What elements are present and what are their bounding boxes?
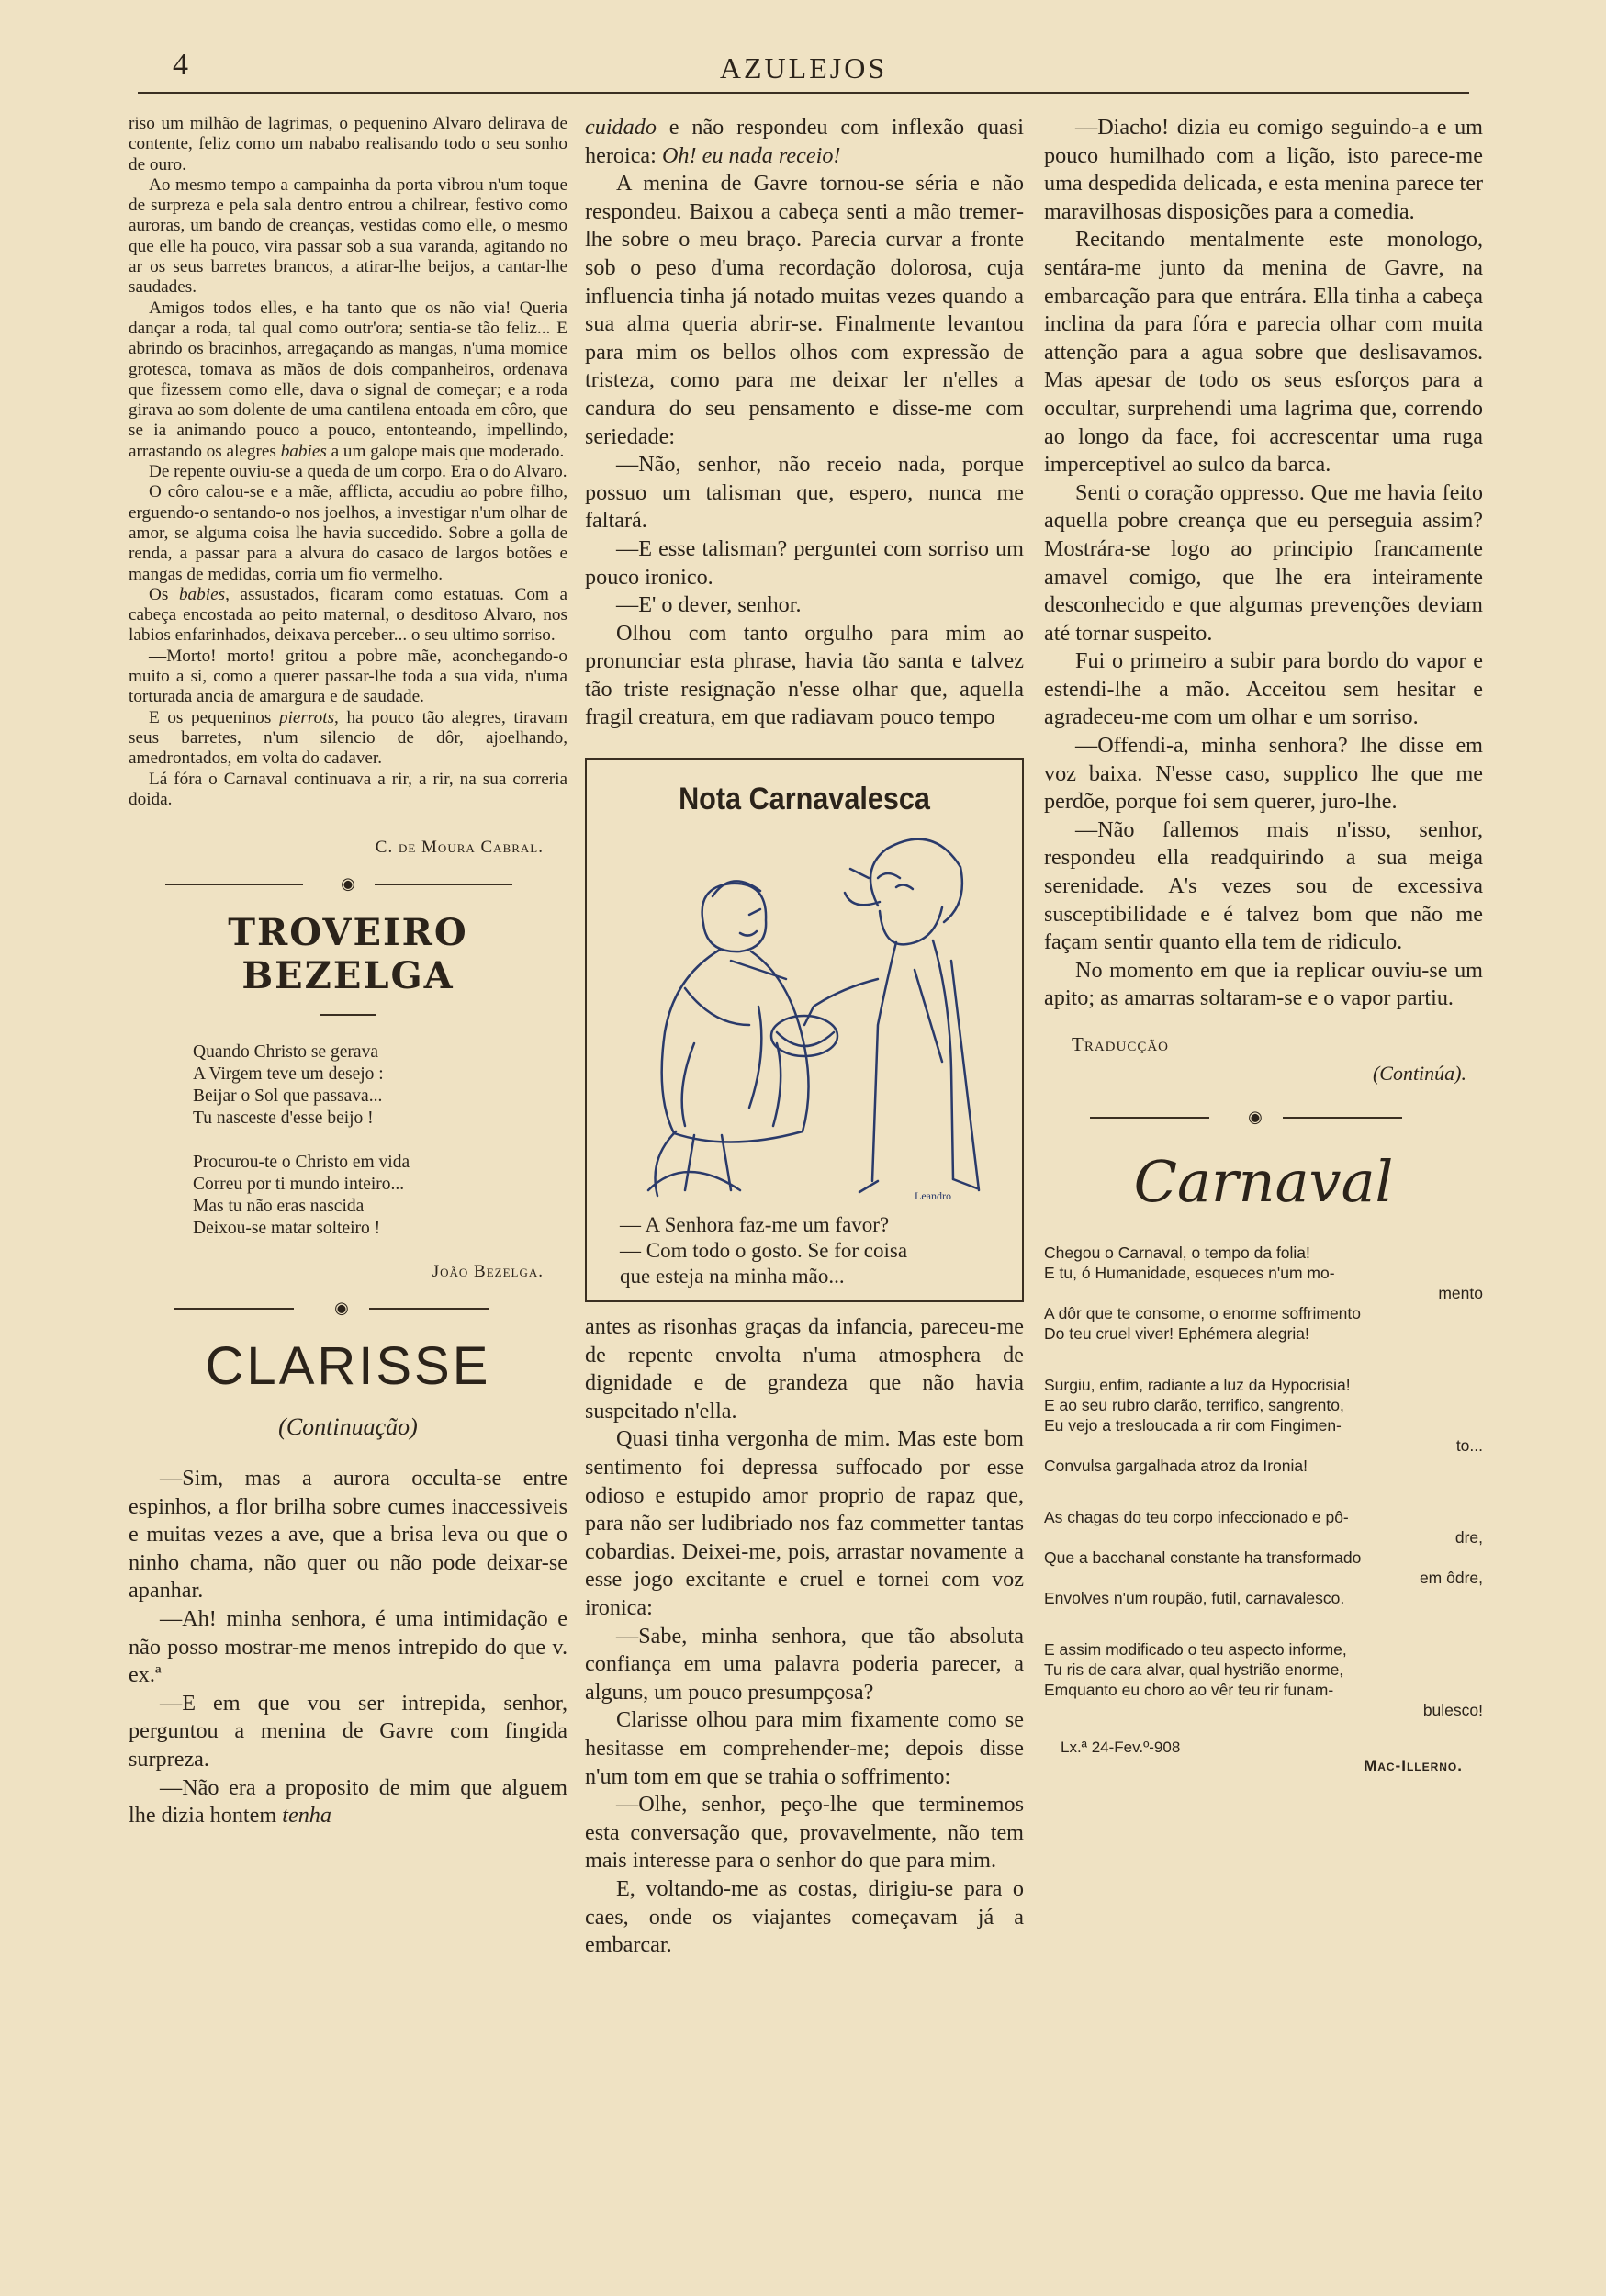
trovas-poem — [193, 1041, 567, 1240]
paragraph: Senti o coração oppresso. Que me havia feito aquella pobre creança que eu perseguia assim? Mostrára-se logo ao principio francamente amavel comigo, que lhe era inteiramente desconhecido e que algumas prevenções deviam até tornar suspeito. — [1044, 479, 1483, 646]
page-header — [138, 44, 1469, 94]
trovas-author: João Bezelga. — [432, 1262, 544, 1282]
paragraph: No momento em que ia replicar ouviu-se um apito; as amarras soltaram-se e o vapor partiu. — [1044, 957, 1483, 1011]
poem-footer — [1044, 1739, 1483, 1779]
trovas-title: TROVEIRO BEZELGA — [228, 911, 468, 998]
paragraph: De repente ouviu-se a queda de um corpo. Era o do Alvaro. — [149, 462, 567, 482]
paragraph: Clarisse olhou para mim fixamente como se hesitasse em comprehender-me; depois disse n'um tom em que se trahia o soffrimento: — [585, 1707, 1024, 1789]
paragraph: —E' o dever, senhor. — [616, 592, 802, 618]
cartoon-box — [585, 758, 1024, 1302]
stanza: As chagas do teu corpo infeccionado e pô- dre, Que a bacchanal constante ha transformado em ôdre, Envolves n'um roupão, futil, carnavalesco. — [1044, 1508, 1483, 1607]
column-2 — [585, 114, 1024, 1960]
stanza: Chegou o Carnaval, o tempo da folia! E tu, ó Humanidade, esqueces n'um mo- mento A dôr que te consome, o enorme soffrimento Do teu cruel viver! Ephémera alegria! — [1044, 1244, 1483, 1343]
paragraph: —E esse talisman? perguntei com sorriso um pouco ironico. — [585, 535, 1024, 590]
paragraph: A menina de Gavre tornou-se séria e não respondeu. Baixou a cabeça senti a mão tremer-lhe sobre o meu braço. Parecia curvar a fronte sob o peso d'uma recordação dolorosa, cuja influencia tinha já notado muitas vezes quando a sua alma queria abrir-se. Finalmente levantou para mim os bellos olhos com expressão de tristeza, como para me deixar ler n'elles a candura do seu pensamento e disse-me com seriedade: — [585, 171, 1024, 449]
carnaval-poem — [1044, 1243, 1483, 1720]
journal-title: AZULEJOS — [719, 51, 888, 84]
paragraph: —Morto! morto! gritou a pobre mãe, aconchegando-o muito a si, como a querer passar-lhe toda a sua vida, n'uma torturada ancia de amargura e de saudade. — [129, 646, 567, 707]
paragraph: Amigos todos elles, e ha tanto que os não via! Queria dançar a roda, tal qual como outr'ora; sentia-se tão feliz... E abrindo os bracinhos, arregaçando as mangas, n'uma momice grotesca, tomava as mãos de dois companheiros, ordenava que fizessem como elle, dava o signal de começar; e a roda girava ao som dolente de uma cantilena entoada em côro, que se ia animando pouco a pouco, entonteando, impellindo, arrastando os alegres babies a um galope mais que moderado. — [129, 298, 567, 461]
paragraph: E, voltando-me as costas, dirigiu-se para o caes, onde os viajantes começavam já a embarcar. — [585, 1875, 1024, 1958]
cartoon-illustration — [602, 823, 1006, 1209]
paragraph: Olhou com tanto orgulho para mim ao pronunciar esta phrase, havia tão santa e talvez tão triste resignação n'esse olhar que, aquella fragil creatura, em que radiavam pouco tempo — [585, 620, 1024, 730]
paragraph: —E em que vou ser intrepida, senhor, perguntou a menina de Gavre com fingida surpreza. — [129, 1690, 567, 1773]
paragraph: Os babies, assustados, ficaram como estatuas. Com a cabeça encostada ao peito maternal, o desditoso Alvaro, nos labios enfarinhados, deixava perceber... o seu ultimo sorriso. — [129, 584, 567, 646]
translation-credit: Traducção — [1072, 1033, 1170, 1055]
clarisse-title: CLARISSE — [205, 1336, 491, 1397]
column-1 — [129, 114, 567, 1830]
clarisse-subtitle: (Continuação) — [278, 1413, 418, 1441]
paragraph: O côro calou-se e a mãe, afflicta, accudiu ao pobre filho, erguendo-o sentando-o nos joelhos, a investigar n'um olhar de amor, se alguma coisa lhe havia succedido. Sobre a golla de renda, a passar para a alvura do casaco de largos botões e mangas de medidas, corria um fio vermelho. — [129, 482, 567, 584]
stanza: Quando Christo se gerava A Virgem teve um desejo : Beijar o Sol que passava... Tu nasceste d'esse beijo ! — [193, 1042, 384, 1129]
story-ending — [129, 114, 567, 810]
short-rule — [320, 1014, 376, 1016]
stanza: Surgiu, enfim, radiante a luz da Hypocrisia! E ao seu rubro clarão, terrifico, sangrento, Eu vejo a tresloucada a rir com Fingimen- to... Convulsa gargalhada atroz da Ironia! — [1044, 1376, 1483, 1475]
column-3 — [1044, 114, 1483, 1779]
cartoon-signature: Leandro — [915, 1189, 951, 1203]
story-signature: C. de Moura Cabral. — [375, 838, 544, 858]
paragraph: Quasi tinha vergonha de mim. Mas este bom sentimento foi depressa suffocado por esse odioso e estupido amor proprio de rapaz que, para não ser ludibriado nos faz commetter tantas cobardias. Deixei-me, pois, arrastar novamente a esse jogo excitante e cruel e tornei com voz ironica: — [585, 1426, 1024, 1620]
paragraph: antes as risonhas graças da infancia, pareceu-me de repente envolta n'uma atmosphera de dignidade e de grandeza que não havia suspeitado n'ella. — [585, 1314, 1024, 1424]
stanza: Procurou-te o Christo em vida Correu por ti mundo inteiro... Mas tu não eras nascida Deixou-se matar solteiro ! — [193, 1153, 410, 1239]
paragraph: riso um milhão de lagrimas, o pequenino Alvaro delirava de contente, feliz como um nababo realisando todo o seu sonho de ouro. — [129, 114, 567, 174]
clarisse-continued — [585, 114, 1024, 732]
section-divider: ◉ — [1044, 1106, 1483, 1130]
page-number: 4 — [173, 48, 188, 82]
section-divider: ◉ — [129, 872, 567, 896]
paragraph: —Ah! minha senhora, é uma intimidação e não posso mostrar-me menos intrepido do que v. ex.ª — [129, 1606, 567, 1688]
clarisse-text — [129, 1465, 567, 1830]
cartoon-caption: — A Senhora faz-me um favor? — Com todo o gosto. Se for coisa que esteja na minha mão... — [620, 1213, 908, 1289]
paragraph: E os pequeninos pierrots, ha pouco tão alegres, tiravam seus barretes, n'um silencio de dôr, ajoelhando, amedrontados, em volta do cadaver. — [129, 707, 567, 769]
paragraph: Fui o primeiro a subir para bordo do vapor e estendi-lhe a mão. Acceitou sem hesitar e agradeceu-me com um olhar e um sorriso. — [1044, 648, 1483, 730]
paragraph: cuidado e não respondeu com inflexão quasi heroica: Oh! eu nada receio! — [585, 115, 1024, 168]
paragraph: —Offendi-a, minha senhora? lhe disse em voz baixa. N'esse caso, supplico lhe que me perdõe, porque foi sem querer, juro-lhe. — [1044, 733, 1483, 815]
paragraph: —Não, senhor, não receio nada, porque possuo um talisman que, espero, nunca me faltará. — [585, 452, 1024, 534]
carnaval-title: Carnaval — [1133, 1148, 1394, 1215]
paragraph: —Olhe, senhor, peço-lhe que terminemos esta conversação que, provavelmente, não tem mais interesse para o senhor do que para mim. — [585, 1792, 1024, 1874]
stanza: E assim modificado o teu aspecto informe, Tu ris de cara alvar, qual hystrião enorme, Emquanto eu choro ao vêr teu rir funam- bulesco! — [1044, 1640, 1483, 1719]
paragraph: —Não fallemos mais n'isso, senhor, respondeu ella readquirindo a sua meiga serenidade. A's vezes sou de excessiva susceptibilidade e é talvez bom que não me façam sentir quanto ella tem de ridiculo. — [1044, 816, 1483, 955]
clarisse-continued-3 — [1044, 114, 1483, 1013]
paragraph: —Não era a proposito de mim que alguem lhe dizia hontem tenha — [129, 1774, 567, 1829]
clarisse-continued-2 — [585, 1313, 1024, 1960]
poem-author: Mac-Illerno. — [1364, 1757, 1463, 1774]
paragraph: —Sim, mas a aurora occulta-se entre espinhos, a flor brilha sobre cumes inaccessiveis e muitas vezes a ave, que a brisa leva ou que o ninho chama, não quer ou não pode deixar-se apanhar. — [129, 1466, 567, 1604]
cartoon-title: Nota Carnavalesca — [679, 782, 930, 817]
continua-note: (Continúa). — [1372, 1062, 1466, 1085]
paragraph: Recitando mentalmente este monologo, sentára-me junto da menina de Gavre, na embarcação para que entrára. Ella tinha a cabeça inclina da para fóra e parecia olhar com muita attenção para a agua sobre que deslisavamos. Mas apesar de todo os seus esforços para a occultar, surprehendi uma lagrima que, correndo ao longo da face, foi accrescentar uma ruga imperceptivel ao sulco da barca. — [1044, 227, 1483, 478]
section-divider: ◉ — [129, 1297, 567, 1321]
paragraph: —Diacho! dizia eu comigo seguindo-a e um pouco humilhado com a lição, isto parece-me uma despedida delicada, e esta menina parece ter maravilhosas disposições para a comedia. — [1044, 115, 1483, 224]
paragraph: Lá fóra o Carnaval continuava a rir, a rir, na sua correria doida. — [129, 769, 567, 809]
paragraph: —Sabe, minha senhora, que tão absoluta confiança em uma palavra poderia parecer, a alguns, um pouco presumpçosa? — [585, 1623, 1024, 1705]
poem-date: Lx.ª 24-Fev.º-908 — [1061, 1739, 1181, 1756]
paragraph: Ao mesmo tempo a campainha da porta vibrou n'um toque de surpreza e pela sala dentro entrou a chilrear, festivo como auroras, um bando de creanças, vestidas como elle, o mesmo que elle ha pouco, vira passar sob a sua varanda, agitando no ar os seus barretes brancos, a atirar-lhe beijos, a cantar-lhe saudades. — [129, 174, 567, 298]
